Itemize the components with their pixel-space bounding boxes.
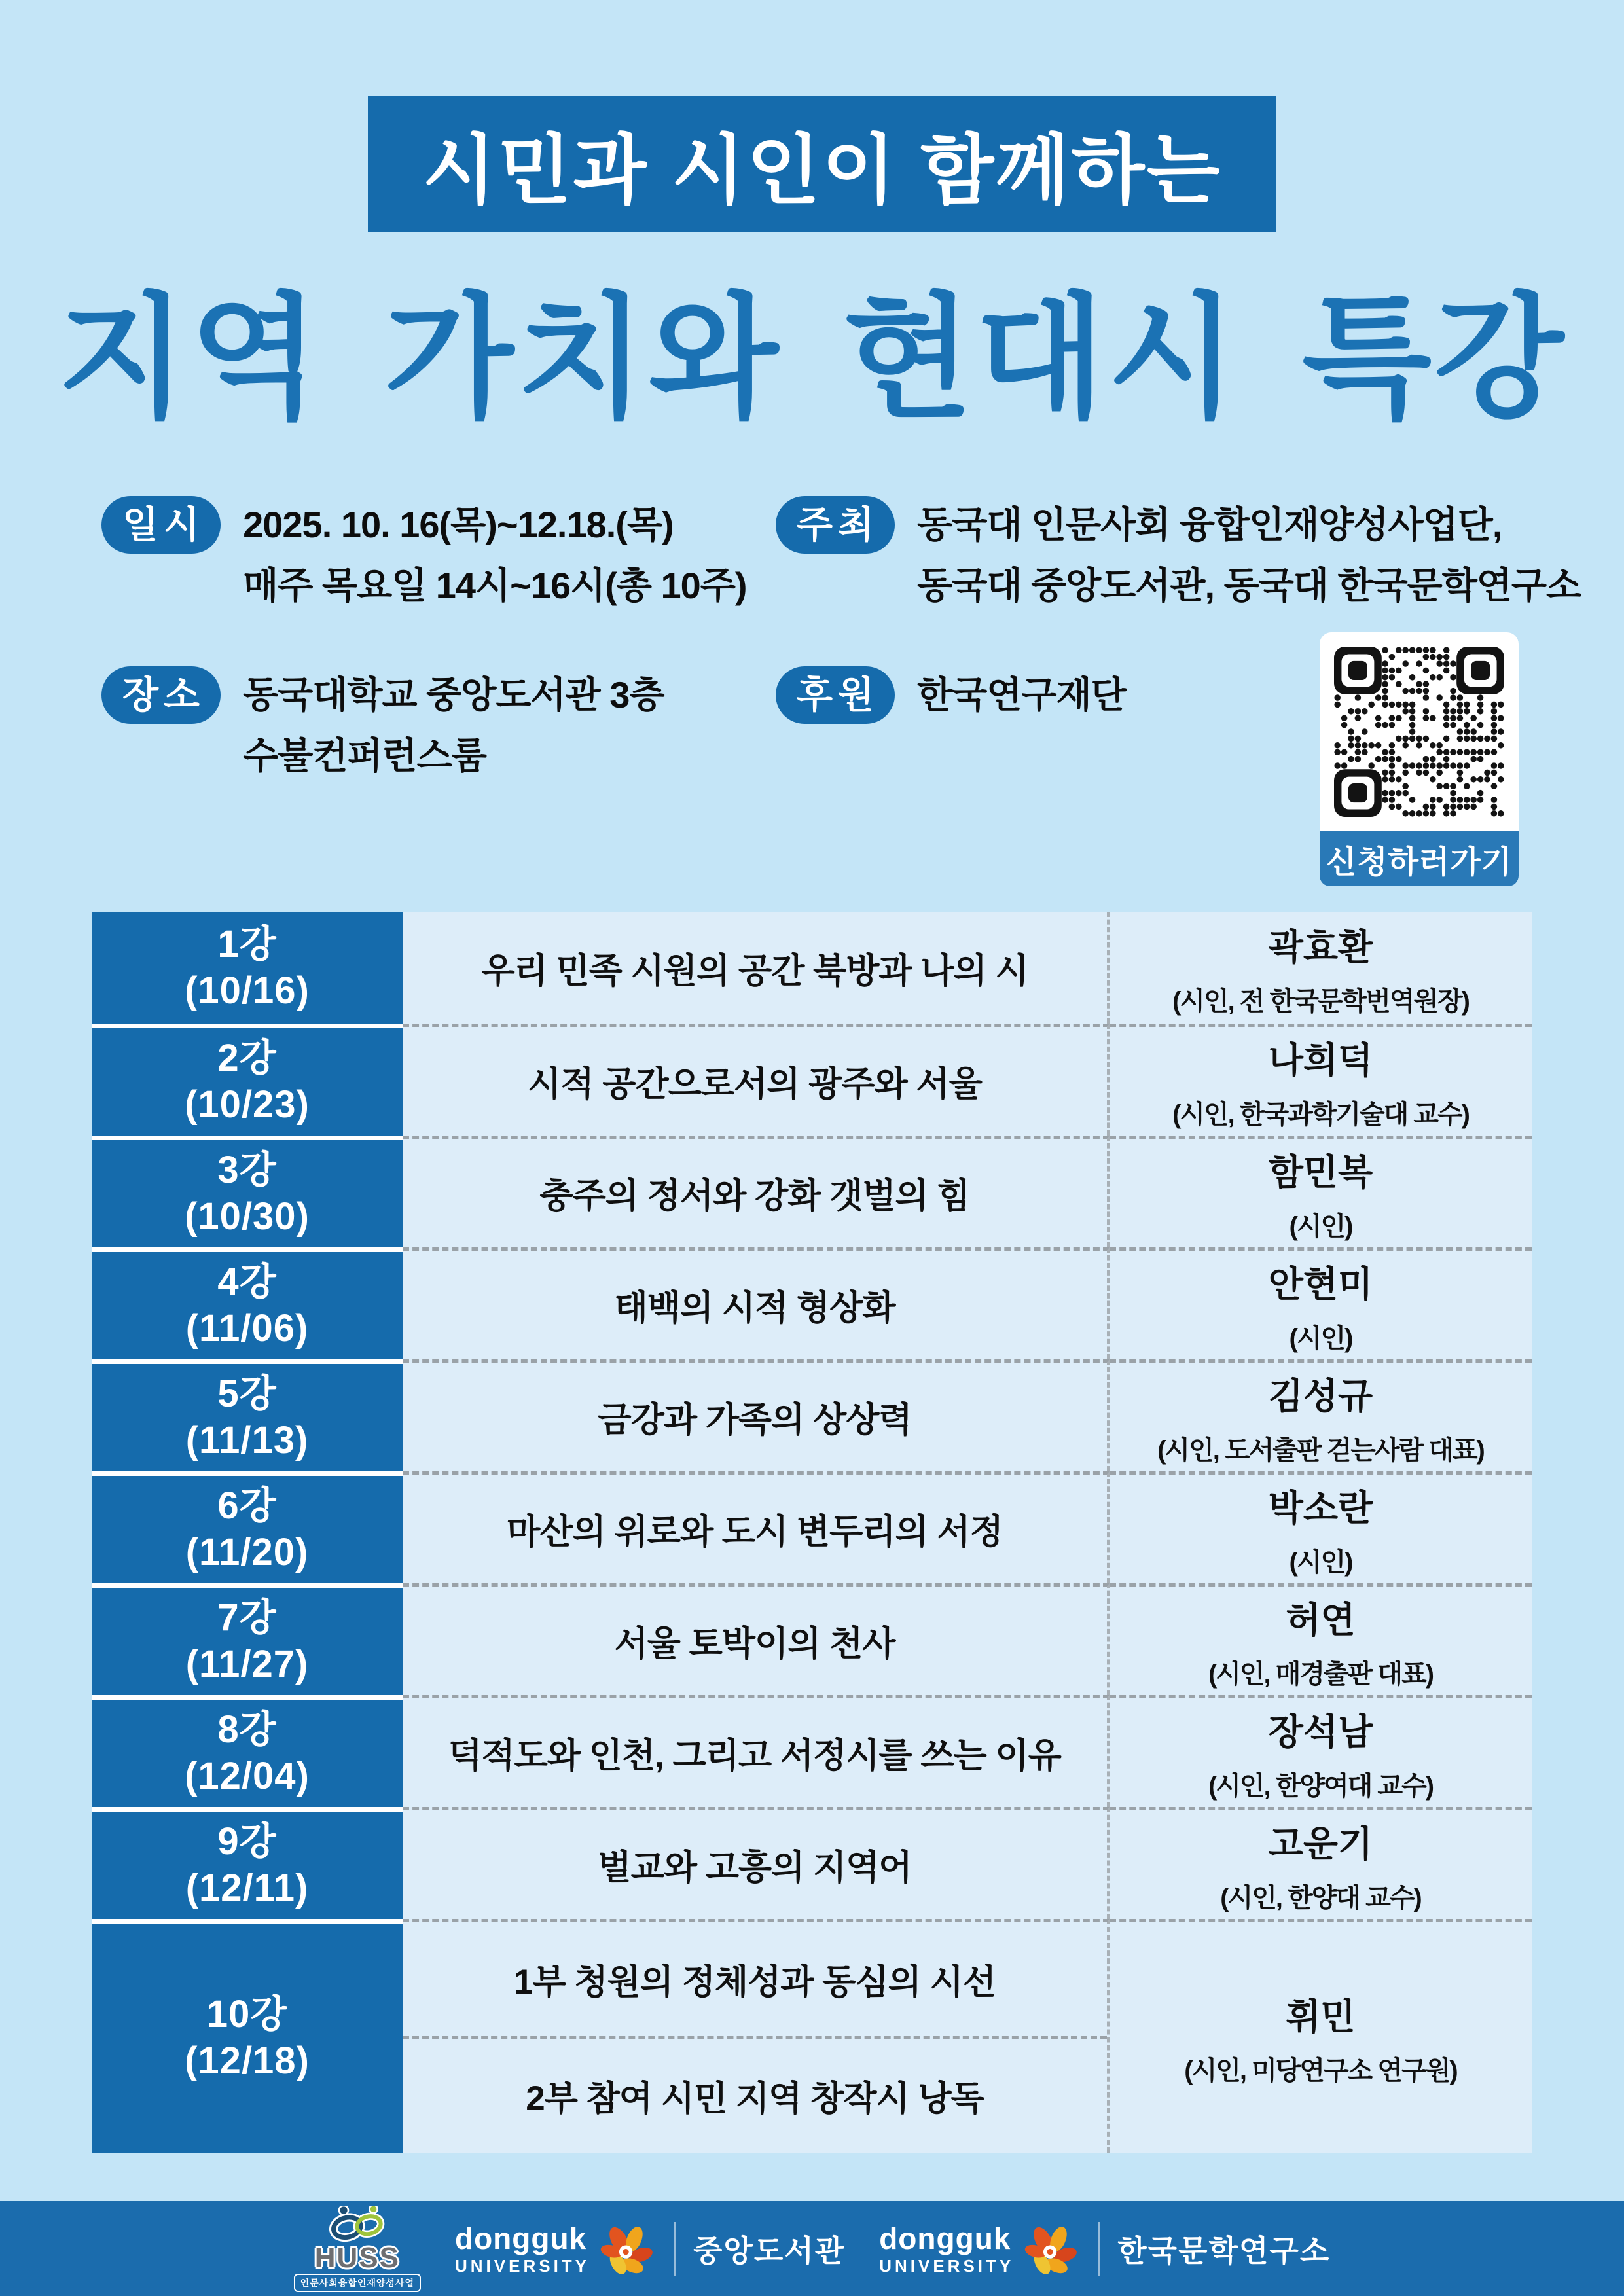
session-date: (10/16) <box>185 969 310 1012</box>
speaker-affiliation: (시인) <box>1289 1212 1352 1241</box>
topic-cell <box>403 1583 1110 1695</box>
speaker-cell <box>1110 1024 1532 1136</box>
session-cell <box>92 1583 403 1695</box>
footer <box>0 2201 1624 2296</box>
schedule-row-8 <box>92 1695 1532 1807</box>
huss-name: HUSS <box>314 2241 400 2274</box>
topic-text: 마산의 위로와 도시 변두리의 서정 <box>507 1513 1003 1551</box>
session-date: (10/30) <box>185 1195 310 1238</box>
topic-part-1: 1부 청원의 정체성과 동심의 시선 <box>514 1962 996 2001</box>
speaker-name: 나희덕 <box>1268 1040 1373 1081</box>
dongguk-university-label: UNIVERSITY <box>454 2255 590 2276</box>
speaker-name: 박소란 <box>1268 1488 1373 1528</box>
speaker-affiliation: (시인, 전 한국문학번역원장) <box>1172 986 1470 1016</box>
session-cell <box>92 1136 403 1247</box>
topic-cell <box>403 1471 1110 1583</box>
banner <box>368 96 1276 232</box>
topic-cell <box>403 1919 1110 2153</box>
host-line-2: 동국대 중앙도서관, 동국대 한국문학연구소 <box>917 564 1581 606</box>
session-date: (12/18) <box>185 2039 310 2082</box>
speaker-name: 장석남 <box>1268 1712 1373 1752</box>
topic-text: 금강과 가족의 상상력 <box>598 1401 912 1439</box>
schedule-row-1 <box>92 912 1532 1024</box>
banner-text: 시민과 시인이 함께하는 <box>422 128 1222 213</box>
topic-text: 시적 공간으로서의 광주와 서울 <box>528 1065 982 1103</box>
session-date: (11/20) <box>185 1531 309 1573</box>
speaker-affiliation: (시인, 미당연구소 연구원) <box>1184 2056 1457 2085</box>
info-date <box>101 495 747 617</box>
session-number: 10강 <box>206 1993 288 2036</box>
info-host <box>776 495 1581 617</box>
location-line-1: 동국대학교 중앙도서관 3층 <box>243 674 664 715</box>
qr-code-icon <box>1334 647 1504 817</box>
session-number: 4강 <box>217 1261 277 1304</box>
speaker-cell <box>1110 912 1532 1024</box>
date-line-2: 매주 목요일 14시~16시(총 10주) <box>243 564 747 606</box>
library-label: 중앙도서관 <box>693 2233 846 2268</box>
session-number: 5강 <box>217 1372 277 1416</box>
speaker-cell <box>1110 1471 1532 1583</box>
topic-cell <box>403 912 1110 1024</box>
topic-cell <box>403 1136 1110 1247</box>
speaker-affiliation: (시인, 한양대 교수) <box>1220 1884 1421 1912</box>
schedule-row-7 <box>92 1583 1532 1695</box>
location-badge: 장소 <box>101 666 221 724</box>
schedule-table <box>92 912 1532 2153</box>
session-date: (12/11) <box>185 1867 309 1909</box>
page-title: 지역 가치와 현대시 특강 <box>57 283 1567 433</box>
speaker-affiliation: (시인, 한국과학기술대 교수) <box>1172 1100 1470 1129</box>
speaker-cell <box>1110 1695 1532 1807</box>
topic-text: 우리 민족 시원의 공간 북방과 나의 시 <box>481 951 1028 990</box>
topic-text: 태백의 시적 형상화 <box>614 1289 895 1327</box>
speaker-affiliation: (시인) <box>1289 1548 1352 1577</box>
session-number: 3강 <box>217 1149 277 1192</box>
speaker-cell <box>1110 1807 1532 1919</box>
session-cell <box>92 1247 403 1359</box>
topic-text: 서울 토박이의 천사 <box>614 1624 895 1663</box>
session-date: (10/23) <box>185 1083 310 1126</box>
apply-link-label[interactable]: 신청하러가기 <box>1320 831 1519 886</box>
huss-logo <box>294 2206 421 2292</box>
topic-cell <box>403 1807 1110 1919</box>
session-date: (11/27) <box>185 1643 309 1685</box>
topic-cell <box>403 1247 1110 1359</box>
speaker-name: 곽효환 <box>1268 926 1373 967</box>
sponsor-line-1: 한국연구재단 <box>917 674 1126 715</box>
date-line-1: 2025. 10. 16(목)~12.18.(목) <box>243 504 674 545</box>
host-line-1: 동국대 인문사회 융합인재양성사업단, <box>917 504 1502 545</box>
footer-divider <box>1098 2222 1100 2276</box>
speaker-affiliation: (시인, 한양여대 교수) <box>1208 1772 1434 1801</box>
dongguk-logo-1 <box>455 2219 845 2279</box>
session-cell <box>92 1024 403 1136</box>
schedule-row-2 <box>92 1024 1532 1136</box>
speaker-name: 안현미 <box>1268 1264 1373 1304</box>
session-number: 8강 <box>217 1708 277 1751</box>
speaker-cell <box>1110 1247 1532 1359</box>
session-date: (11/13) <box>185 1419 309 1462</box>
dongguk-flower-icon <box>1020 2219 1081 2279</box>
location-line-2: 수불컨퍼런스룸 <box>243 734 486 776</box>
dongguk-flower-icon <box>596 2219 657 2279</box>
qr-card[interactable] <box>1320 632 1519 886</box>
topic-text: 벌교와 고흥의 지역어 <box>598 1848 912 1887</box>
info-location <box>101 665 664 787</box>
session-cell <box>92 1807 403 1919</box>
dongguk-university-label: UNIVERSITY <box>879 2255 1015 2276</box>
speaker-name: 함민복 <box>1268 1152 1373 1193</box>
speaker-affiliation: (시인, 매경출판 대표) <box>1208 1660 1434 1689</box>
schedule-row-6 <box>92 1471 1532 1583</box>
schedule-row-10 <box>92 1919 1532 2153</box>
speaker-cell <box>1110 1136 1532 1247</box>
footer-divider <box>674 2222 676 2276</box>
session-cell <box>92 1359 403 1471</box>
dongguk-logo-2 <box>879 2219 1330 2279</box>
topic-text: 충주의 정서와 강화 갯벌의 힘 <box>539 1177 970 1215</box>
speaker-name: 고운기 <box>1268 1823 1373 1864</box>
speaker-name: 김성규 <box>1268 1376 1373 1416</box>
speaker-cell <box>1110 1919 1532 2153</box>
speaker-name: 휘민 <box>1286 1996 1356 2037</box>
session-number: 6강 <box>217 1484 277 1528</box>
schedule-row-5 <box>92 1359 1532 1471</box>
speaker-cell <box>1110 1583 1532 1695</box>
schedule-row-9 <box>92 1807 1532 1919</box>
session-number: 7강 <box>217 1596 277 1640</box>
session-date: (12/04) <box>185 1755 310 1797</box>
speaker-name: 허연 <box>1286 1600 1356 1640</box>
topic-cell <box>403 1359 1110 1471</box>
session-cell <box>92 1919 403 2153</box>
session-number: 1강 <box>217 922 277 965</box>
speaker-affiliation: (시인, 도서출판 걷는사람 대표) <box>1157 1436 1484 1465</box>
speaker-affiliation: (시인) <box>1289 1324 1352 1353</box>
schedule-row-3 <box>92 1136 1532 1247</box>
session-cell <box>92 912 403 1024</box>
session-number: 2강 <box>217 1037 277 1080</box>
schedule-row-4 <box>92 1247 1532 1359</box>
session-date: (11/06) <box>185 1307 309 1350</box>
institute-label: 한국문학연구소 <box>1117 2233 1331 2268</box>
topic-cell <box>403 1024 1110 1136</box>
huss-subtitle: 인문사회융합인재양성사업 <box>294 2274 421 2292</box>
sponsor-badge: 후원 <box>776 666 895 724</box>
infinity-icon <box>321 2206 393 2242</box>
dongguk-brand: dongguk <box>454 2221 587 2255</box>
topic-text: 덕적도와 인천, 그리고 서정시를 쓰는 이유 <box>448 1736 1061 1775</box>
topic-part-2: 2부 참여 시민 지역 창작시 낭독 <box>403 2036 1107 2153</box>
dongguk-brand: dongguk <box>879 2221 1011 2255</box>
date-badge: 일시 <box>101 496 221 554</box>
host-badge: 주최 <box>776 496 895 554</box>
speaker-cell <box>1110 1359 1532 1471</box>
topic-cell <box>403 1695 1110 1807</box>
session-cell <box>92 1695 403 1807</box>
info-sponsor <box>776 665 1126 726</box>
session-number: 9강 <box>217 1820 277 1863</box>
qr-code[interactable] <box>1320 632 1519 831</box>
session-cell <box>92 1471 403 1583</box>
